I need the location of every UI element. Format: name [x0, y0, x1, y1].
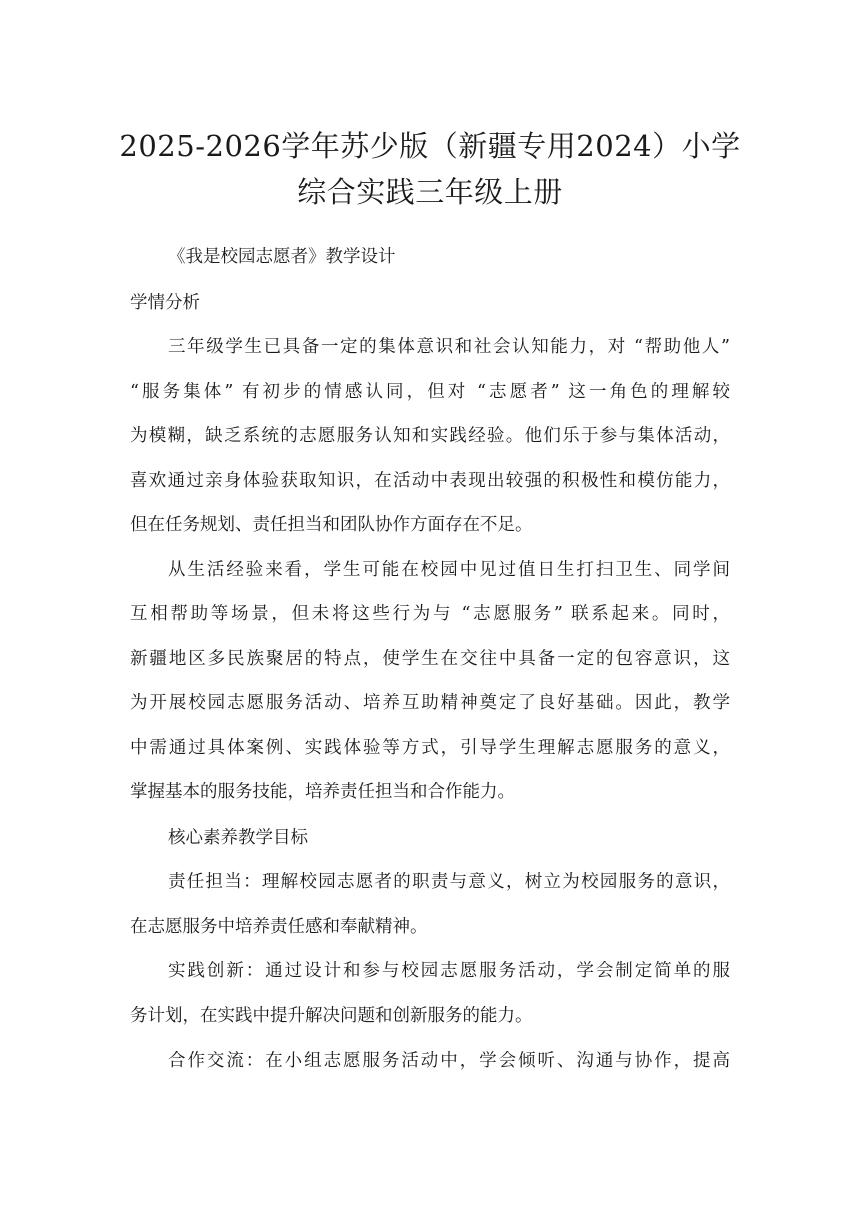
- goal-line: 在志愿服务中培养责任感和奉献精神。: [130, 917, 428, 937]
- goal-line: 实践创新：通过设计和参与校园志愿服务活动，学会制定简单的服: [168, 961, 730, 981]
- paragraph-line: 三年级学生已具备一定的集体意识和社会认知能力，对 “帮助他人”: [168, 337, 730, 357]
- goal-line: 务计划，在实践中提升解决问题和创新服务的能力。: [130, 1006, 533, 1026]
- paragraph-line: 中需通过具体案例、实践体验等方式，引导学生理解志愿服务的意义，: [130, 738, 730, 758]
- paragraph-line: 为模糊，缺乏系统的志愿服务认知和实践经验。他们乐于参与集体活动，: [130, 426, 730, 446]
- document-title-line-2: 综合实践三年级上册: [297, 175, 563, 209]
- section-heading-learning-analysis: 学情分析: [130, 293, 200, 313]
- paragraph-line: 互相帮助等场景，但未将这些行为与 “志愿服务” 联系起来。同时，: [130, 604, 730, 624]
- paragraph-line: 从生活经验来看，学生可能在校园中见过值日生打扫卫生、同学间: [168, 560, 730, 580]
- lesson-subtitle: 《我是校园志愿者》教学设计: [168, 247, 396, 267]
- paragraph-line: 为开展校园志愿服务活动、培养互助精神奠定了良好基础。因此，教学: [130, 693, 730, 713]
- paragraph-line: 新疆地区多民族聚居的特点，使学生在交往中具备一定的包容意识，这: [130, 649, 730, 669]
- section-heading-core-goals: 核心素养教学目标: [168, 828, 308, 848]
- paragraph-line: 掌握基本的服务技能，培养责任担当和合作能力。: [130, 782, 515, 802]
- goal-line: 合作交流：在小组志愿服务活动中，学会倾听、沟通与协作，提高: [168, 1051, 730, 1071]
- paragraph-line: 但在任务规划、责任担当和团队协作方面存在不足。: [130, 515, 533, 535]
- document-title-line-1: 2025-2026学年苏少版（新疆专用2024）小学: [119, 129, 741, 163]
- goal-line: 责任担当：理解校园志愿者的职责与意义，树立为校园服务的意识，: [168, 872, 730, 892]
- paragraph-line: 喜欢通过亲身体验获取知识，在活动中表现出较强的积极性和模仿能力，: [130, 471, 730, 491]
- paragraph-line: “服务集体” 有初步的情感认同，但对 “志愿者” 这一角色的理解较: [130, 382, 730, 402]
